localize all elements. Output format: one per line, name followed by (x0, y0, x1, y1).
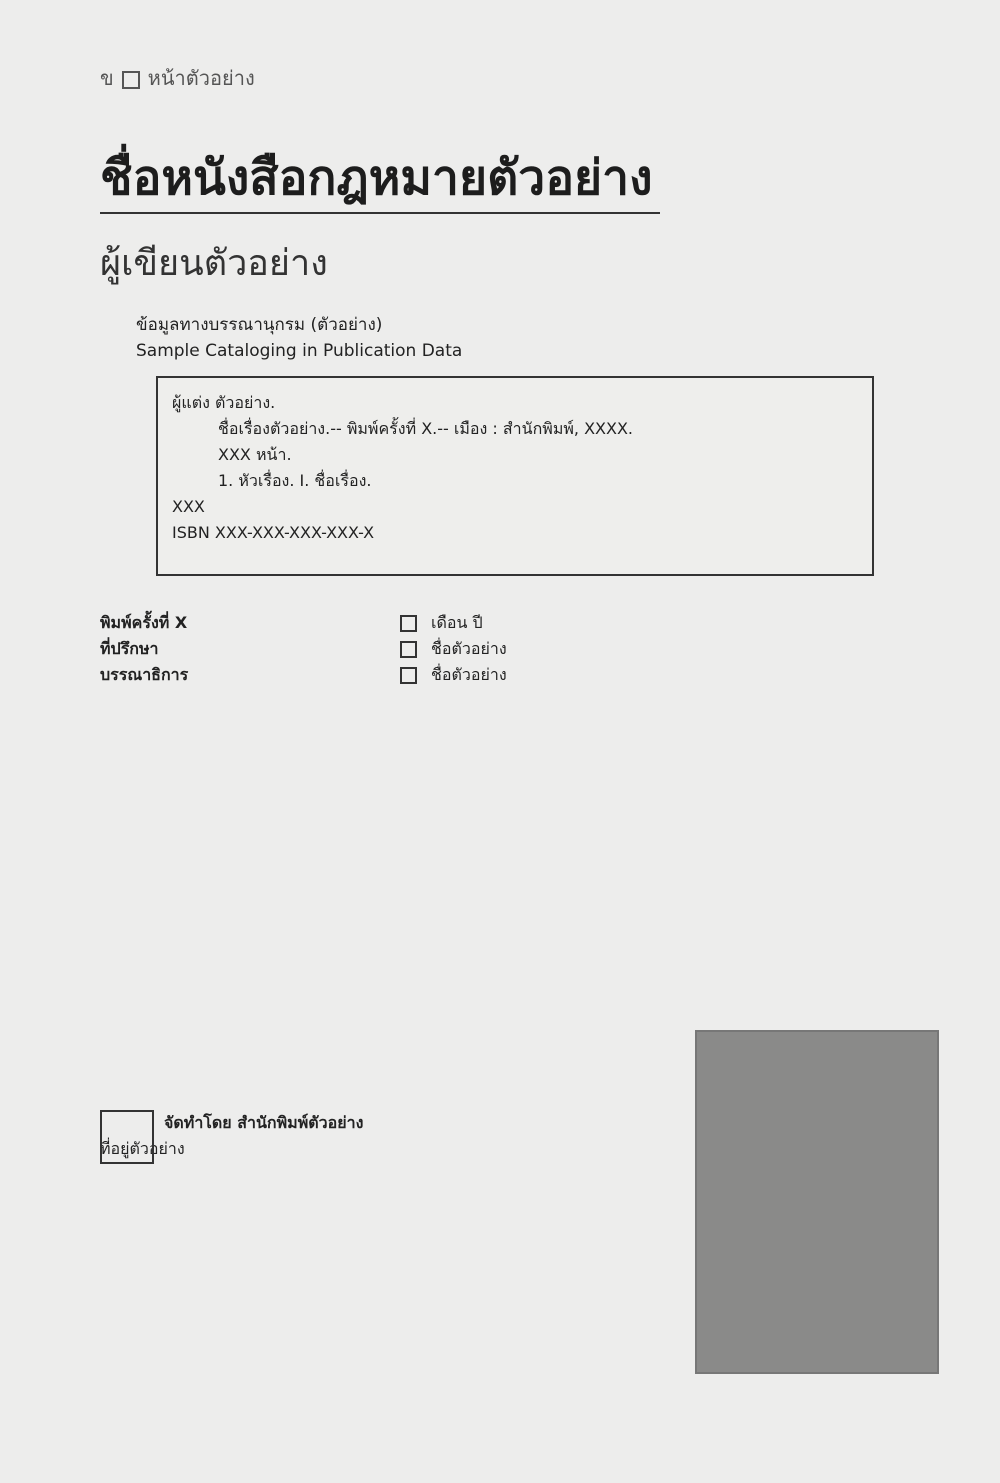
header-label: ข หน้าตัวอย่าง (100, 66, 255, 90)
cip-box: ผู้แต่ง ตัวอย่าง. ชื่อเรื่องตัวอย่าง.-- พิมพ์ครั้งที่ X.-- เมือง : สำนักพิมพ์, XXXX. XXX หน้า. 1. หัวเรื่อง. I. ชื่อเรื่อง. XXX ISBN XXX-XXX-XXX-XXX-X (156, 376, 874, 576)
credits: พิมพ์ครั้งที่ X เดือน ปี ที่ปรึกษา ชื่อตัวอย่าง บรรณาธิการ ชื่อตัวอย่าง (100, 613, 507, 684)
author: ผู้เขียนตัวอย่าง (100, 243, 328, 284)
publisher-block: จัดทำโดย สำนักพิมพ์ตัวอย่าง ที่อยู่ตัวอย่าง (100, 1113, 364, 1158)
location-map (695, 1030, 939, 1374)
page-title: ชื่อหนังสือกฎหมายตัวอย่าง (100, 150, 653, 206)
cip-heading: ข้อมูลทางบรรณานุกรม (ตัวอย่าง) Sample Cataloging in Publication Data (136, 315, 463, 361)
publisher-logo (100, 1110, 154, 1164)
